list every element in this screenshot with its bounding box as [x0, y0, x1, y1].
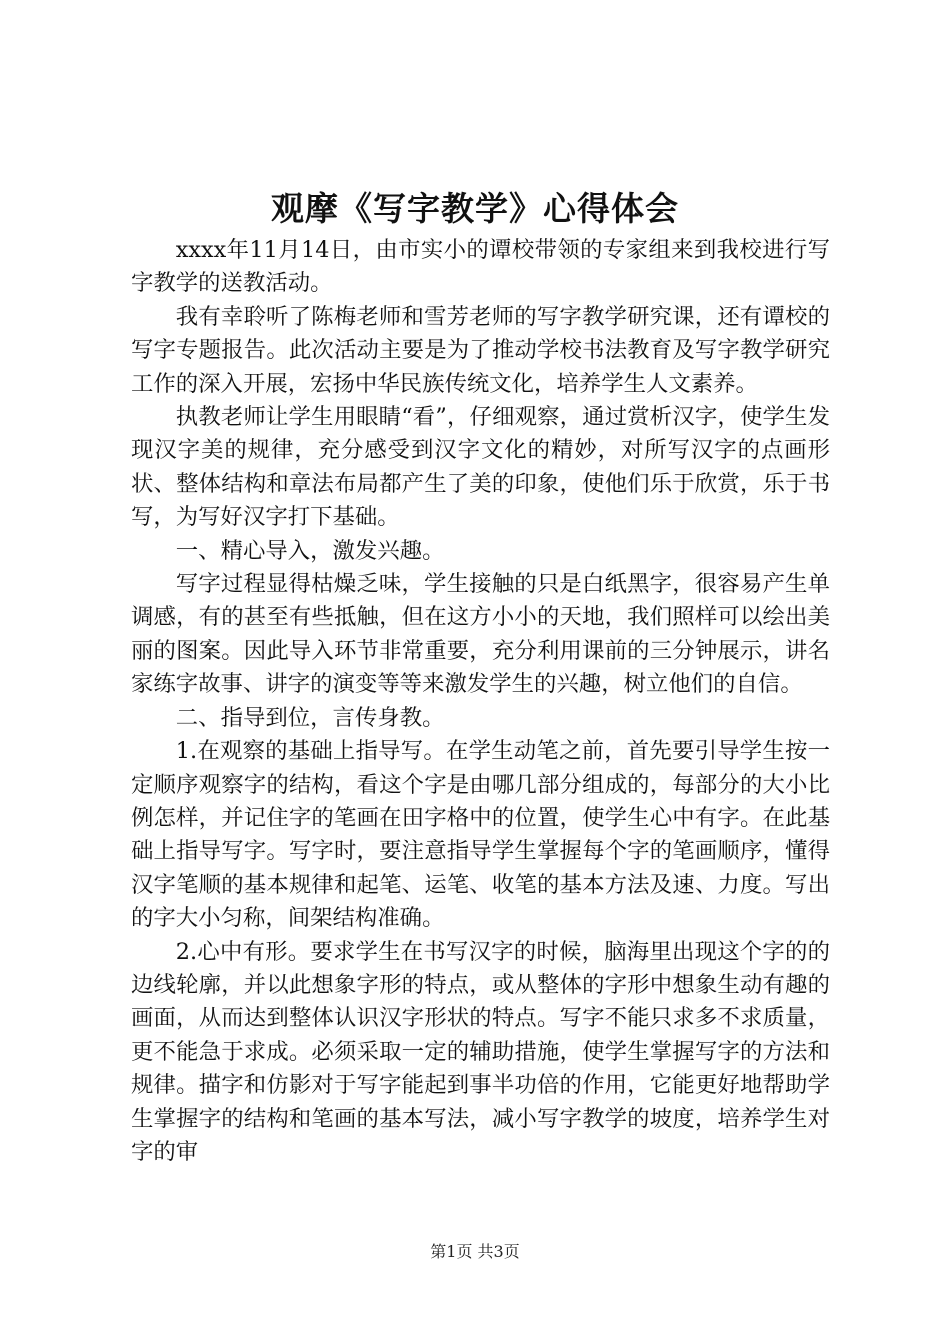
document-body	[131, 234, 830, 1169]
section-heading: 二、指导到位，言传身教。	[175, 704, 445, 731]
paragraph: xxxx年11月14日，由市实小的谭校带领的专家组来到我校进行写字教学的送教活动。	[131, 237, 830, 297]
paragraph: 2.心中有形。要求学生在书写汉字的时候，脑海里出现这个字的的边线轮廓，并以此想象字形的特点，或从整体的字形中想象生动有趣的画面，从而达到整体认识汉字形状的特点。写字不能只求多不求质量，更不能急于求成。必须采取一定的辅助措施，使学生掌握写字的方法和规律。描字和仿影对于写字能起到事半功倍的作用，它能更好地帮助学生掌握字的结构和笔画的基本写法，减小写字教学的坡度，培养学生对字的审	[131, 938, 830, 1165]
paragraph: 写字过程显得枯燥乏味，学生接触的只是白纸黑字，很容易产生单调感，有的甚至有些抵触，但在这方小小的天地，我们照样可以绘出美丽的图案。因此导入环节非常重要，充分利用课前的三分钟展示，讲名家练字故事、讲字的演变等等来激发学生的兴趣，树立他们的自信。	[131, 571, 830, 698]
paragraph: 执教老师让学生用眼睛“看”，仔细观察，通过赏析汉字，使学生发现汉字美的规律，充分感受到汉字文化的精妙，对所写汉字的点画形状、整体结构和章法布局都产生了美的印象，使他们乐于欣赏，乐于书写，为写好汉字打下基础。	[131, 404, 830, 531]
paragraph: 1.在观察的基础上指导写。在学生动笔之前，首先要引导学生按一定顺序观察字的结构，看这个字是由哪几部分组成的，每部分的大小比例怎样，并记住字的笔画在田字格中的位置，使学生心中有字。在此基础上指导写字。写字时，要注意指导学生掌握每个字的笔画顺序，懂得汉字笔顺的基本规律和起笔、运笔、收笔的基本方法及速、力度。写出的字大小匀称，间架结构准确。	[131, 738, 830, 932]
page-number-footer: 第1页 共3页	[430, 1242, 520, 1261]
section-heading: 一、精心导入，激发兴趣。	[175, 537, 445, 564]
document-title: 观摩《写字教学》心得体会	[271, 189, 679, 228]
paragraph: 我有幸聆听了陈梅老师和雪芳老师的写字教学研究课，还有谭校的写字专题报告。此次活动主要是为了推动学校书法教育及写字教学研究工作的深入开展，宏扬中华民族传统文化，培养学生人文素养。	[131, 303, 830, 397]
